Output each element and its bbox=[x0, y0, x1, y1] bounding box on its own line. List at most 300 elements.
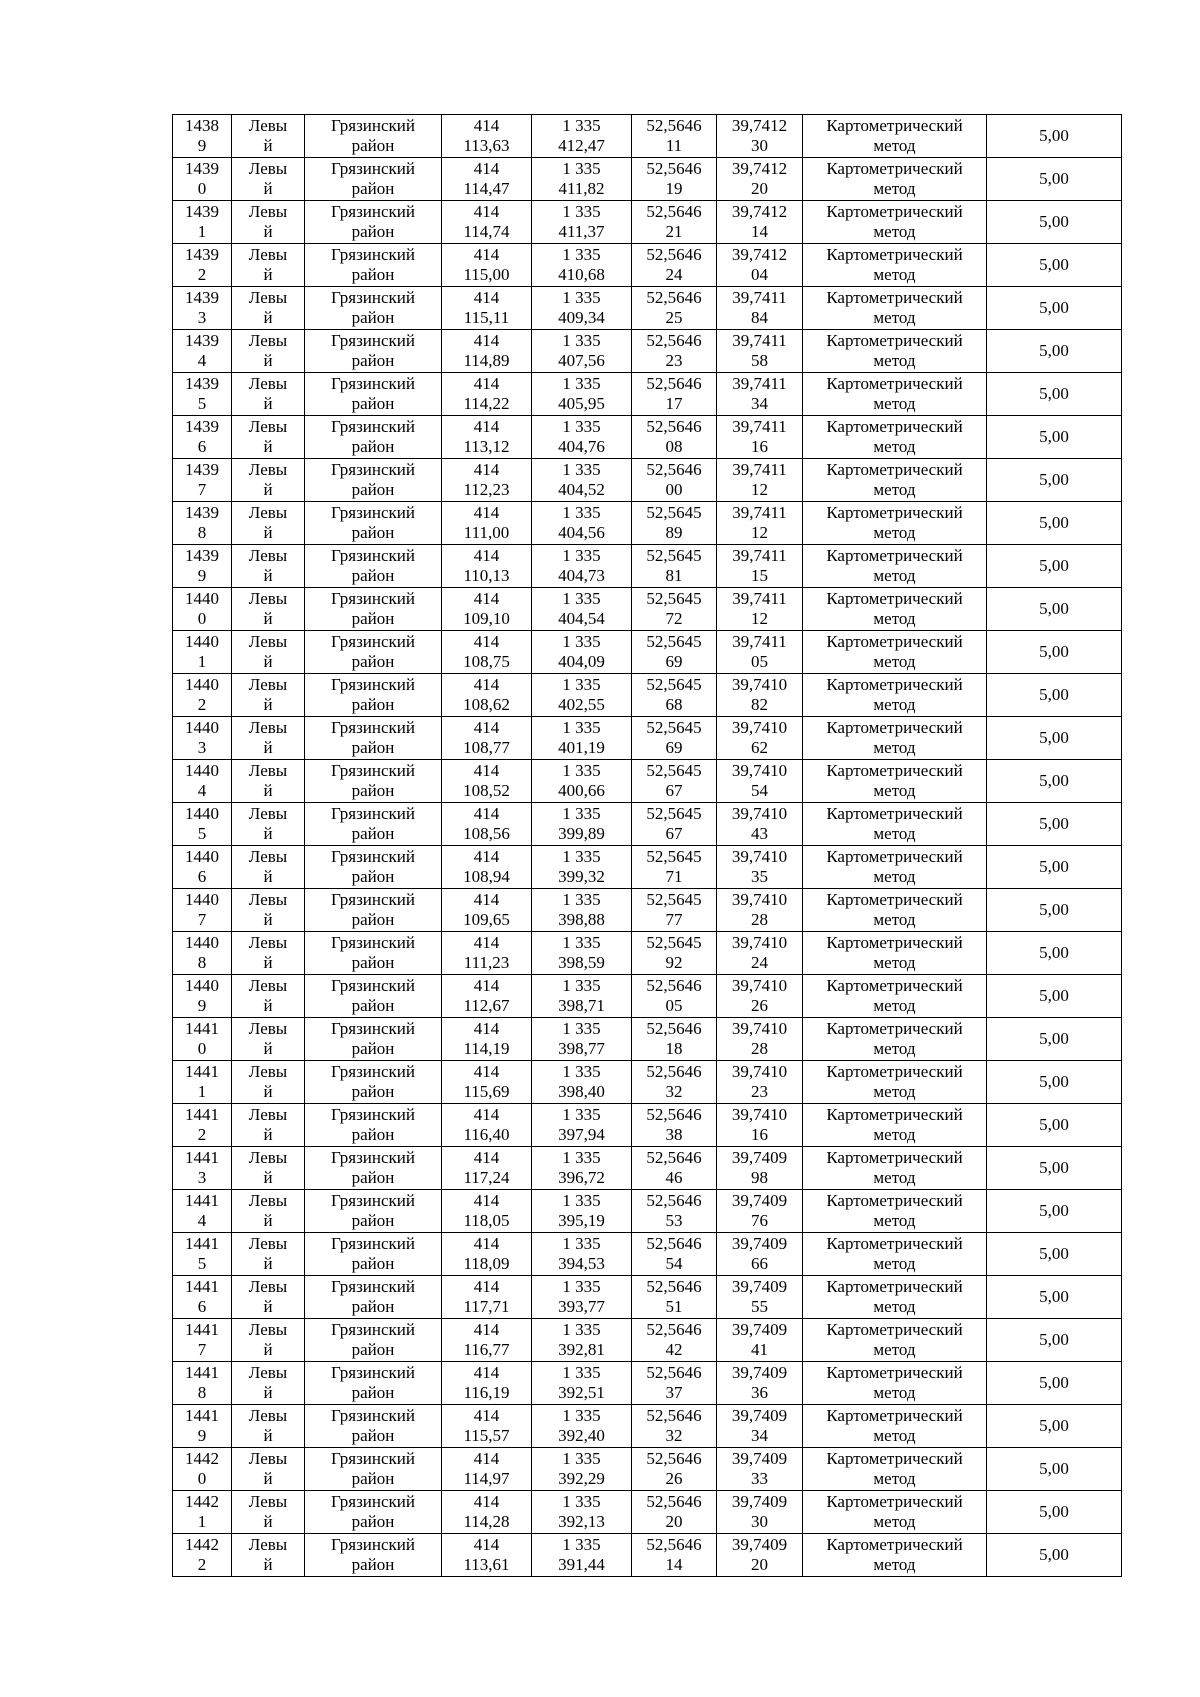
cell-text: метод bbox=[873, 351, 916, 370]
method-cell bbox=[803, 416, 987, 459]
cell-text: 76 bbox=[751, 1211, 768, 1230]
cell-text: 5,00 bbox=[1039, 1287, 1069, 1306]
latitude-cell bbox=[632, 803, 717, 846]
cell-text: 113,61 bbox=[463, 1555, 510, 1574]
y-coordinate-cell bbox=[532, 158, 632, 201]
cell-text: 39,7411 bbox=[732, 632, 787, 651]
method-cell bbox=[803, 1190, 987, 1233]
cell-text: Грязинский bbox=[331, 202, 415, 221]
side-cell bbox=[232, 932, 305, 975]
cell-text: 1440 bbox=[185, 933, 219, 952]
cell-text: Левы bbox=[248, 288, 288, 307]
cell-text: 115,11 bbox=[463, 308, 510, 327]
cell-text: метод bbox=[873, 437, 916, 456]
longitude-cell bbox=[717, 545, 803, 588]
point-number-cell bbox=[173, 1018, 232, 1061]
cell-text: 69 bbox=[665, 738, 683, 757]
method-cell bbox=[803, 1534, 987, 1577]
cell-text: 110,13 bbox=[463, 566, 510, 585]
cell-text: Картометрический bbox=[826, 1062, 963, 1081]
district-cell bbox=[305, 244, 442, 287]
district-cell bbox=[305, 674, 442, 717]
longitude-cell bbox=[717, 1405, 803, 1448]
cell-text: Картометрический bbox=[826, 718, 963, 737]
cell-text: Левы bbox=[248, 1062, 288, 1081]
table-row bbox=[173, 1534, 1122, 1577]
y-coordinate-cell bbox=[532, 803, 632, 846]
cell-text: 113,12 bbox=[463, 437, 510, 456]
cell-text: 5,00 bbox=[1039, 1072, 1069, 1091]
cell-text: 05 bbox=[665, 996, 683, 1015]
side-cell bbox=[232, 1276, 305, 1319]
latitude-cell bbox=[632, 201, 717, 244]
cell-text: 52,5646 bbox=[646, 1320, 702, 1339]
cell-text: 5,00 bbox=[1039, 685, 1069, 704]
side-cell bbox=[232, 631, 305, 674]
cell-text: район bbox=[351, 1082, 395, 1101]
cell-text: район bbox=[351, 1254, 395, 1273]
y-coordinate-cell bbox=[532, 1061, 632, 1104]
side-cell bbox=[232, 1104, 305, 1147]
cell-text: 52,5646 bbox=[646, 1277, 702, 1296]
cell-text: й bbox=[263, 867, 273, 886]
cell-text: район bbox=[351, 1469, 395, 1488]
cell-text: Картометрический bbox=[826, 976, 963, 995]
latitude-cell bbox=[632, 158, 717, 201]
cell-text: Левы bbox=[248, 675, 288, 694]
cell-text: Картометрический bbox=[826, 1406, 963, 1425]
cell-text: й bbox=[263, 1254, 273, 1273]
cell-text: район bbox=[351, 1211, 395, 1230]
cell-text: 414 bbox=[473, 1406, 500, 1425]
district-cell bbox=[305, 1104, 442, 1147]
cell-text: Грязинский bbox=[331, 675, 415, 694]
cell-text: 39,7410 bbox=[731, 1105, 788, 1124]
side-cell bbox=[232, 373, 305, 416]
x-coordinate-cell bbox=[442, 975, 532, 1018]
cell-text: 3 bbox=[197, 738, 207, 757]
cell-text: 39,7409 bbox=[731, 1277, 788, 1296]
cell-text: 26 bbox=[665, 1469, 683, 1488]
cell-text: 114,74 bbox=[463, 222, 510, 241]
cell-text: 36 bbox=[751, 1383, 768, 1402]
cell-text: 42 bbox=[665, 1340, 683, 1359]
side-cell bbox=[232, 1190, 305, 1233]
point-number-cell bbox=[173, 1319, 232, 1362]
x-coordinate-cell bbox=[442, 1061, 532, 1104]
cell-text: 5,00 bbox=[1039, 126, 1069, 145]
accuracy-cell bbox=[987, 1534, 1122, 1577]
cell-text: Грязинский bbox=[331, 1234, 415, 1253]
cell-text: 52,5646 bbox=[646, 245, 702, 264]
cell-text: 407,56 bbox=[558, 351, 605, 370]
longitude-cell bbox=[717, 287, 803, 330]
longitude-cell bbox=[717, 1362, 803, 1405]
cell-text: 52,5646 bbox=[646, 159, 702, 178]
cell-text: й bbox=[263, 566, 273, 585]
side-cell bbox=[232, 1534, 305, 1577]
cell-text: 39,7410 bbox=[731, 933, 788, 952]
point-number-cell bbox=[173, 1104, 232, 1147]
cell-text: 1441 bbox=[185, 1277, 219, 1296]
coordinates-table bbox=[172, 114, 1122, 1577]
cell-text: 52,5646 bbox=[646, 1191, 702, 1210]
latitude-cell bbox=[632, 674, 717, 717]
side-cell bbox=[232, 1491, 305, 1534]
cell-text: 1 335 bbox=[562, 245, 601, 264]
table-row bbox=[173, 1491, 1122, 1534]
latitude-cell bbox=[632, 717, 717, 760]
table-row bbox=[173, 1104, 1122, 1147]
cell-text: Картометрический bbox=[826, 417, 963, 436]
cell-text: 52,5645 bbox=[646, 632, 702, 651]
cell-text: 5,00 bbox=[1039, 1545, 1069, 1564]
table-row bbox=[173, 1061, 1122, 1104]
cell-text: 5,00 bbox=[1039, 556, 1069, 575]
method-cell bbox=[803, 975, 987, 1018]
cell-text: метод bbox=[873, 824, 916, 843]
cell-text: 414 bbox=[473, 632, 500, 651]
side-cell bbox=[232, 201, 305, 244]
x-coordinate-cell bbox=[442, 1362, 532, 1405]
method-cell bbox=[803, 932, 987, 975]
cell-text: 1 335 bbox=[562, 675, 601, 694]
cell-text: 1 335 bbox=[562, 1191, 601, 1210]
cell-text: Грязинский bbox=[331, 933, 415, 952]
cell-text: Левы bbox=[248, 546, 288, 565]
x-coordinate-cell bbox=[442, 502, 532, 545]
cell-text: метод bbox=[873, 1555, 916, 1574]
cell-text: 1441 bbox=[185, 1234, 219, 1253]
cell-text: 52,5645 bbox=[646, 890, 702, 909]
method-cell bbox=[803, 201, 987, 244]
cell-text: 51 bbox=[665, 1297, 683, 1316]
cell-text: Грязинский bbox=[331, 761, 415, 780]
latitude-cell bbox=[632, 1147, 717, 1190]
x-coordinate-cell bbox=[442, 201, 532, 244]
cell-text: 2 bbox=[197, 695, 207, 714]
cell-text: 1439 bbox=[185, 374, 219, 393]
x-coordinate-cell bbox=[442, 1233, 532, 1276]
cell-text: 20 bbox=[751, 1555, 768, 1574]
longitude-cell bbox=[717, 674, 803, 717]
cell-text: 414 bbox=[473, 1320, 500, 1339]
y-coordinate-cell bbox=[532, 1362, 632, 1405]
x-coordinate-cell bbox=[442, 1405, 532, 1448]
cell-text: 1 335 bbox=[562, 1320, 601, 1339]
cell-text: Левы bbox=[248, 159, 288, 178]
cell-text: 114,89 bbox=[463, 351, 510, 370]
table-row bbox=[173, 1405, 1122, 1448]
cell-text: 108,56 bbox=[463, 824, 510, 843]
cell-text: 1440 bbox=[185, 847, 219, 866]
cell-text: 414 bbox=[473, 976, 500, 995]
cell-text: 39,7411 bbox=[732, 331, 787, 350]
latitude-cell bbox=[632, 244, 717, 287]
cell-text: Картометрический bbox=[826, 632, 963, 651]
cell-text: Картометрический bbox=[826, 460, 963, 479]
cell-text: 7 bbox=[197, 480, 207, 499]
cell-text: 414 bbox=[473, 589, 500, 608]
cell-text: Грязинский bbox=[331, 460, 415, 479]
cell-text: 1440 bbox=[185, 890, 219, 909]
cell-text: район bbox=[351, 265, 395, 284]
longitude-cell bbox=[717, 1491, 803, 1534]
cell-text: 1 335 bbox=[562, 1234, 601, 1253]
cell-text: 5,00 bbox=[1039, 298, 1069, 317]
longitude-cell bbox=[717, 1233, 803, 1276]
cell-text: Левы bbox=[248, 804, 288, 823]
cell-text: район bbox=[351, 953, 395, 972]
accuracy-cell bbox=[987, 1448, 1122, 1491]
cell-text: 67 bbox=[665, 781, 683, 800]
district-cell bbox=[305, 1448, 442, 1491]
cell-text: 414 bbox=[473, 374, 500, 393]
cell-text: 5,00 bbox=[1039, 642, 1069, 661]
cell-text: 414 bbox=[473, 1449, 500, 1468]
cell-text: 32 bbox=[665, 1426, 683, 1445]
side-cell bbox=[232, 674, 305, 717]
cell-text: й bbox=[263, 1125, 273, 1144]
latitude-cell bbox=[632, 416, 717, 459]
latitude-cell bbox=[632, 373, 717, 416]
cell-text: 1 335 bbox=[562, 1105, 601, 1124]
cell-text: Грязинский bbox=[331, 1062, 415, 1081]
y-coordinate-cell bbox=[532, 631, 632, 674]
cell-text: 23 bbox=[751, 1082, 768, 1101]
cell-text: Левы bbox=[248, 1320, 288, 1339]
cell-text: 1440 bbox=[185, 632, 219, 651]
side-cell bbox=[232, 330, 305, 373]
cell-text: 1439 bbox=[185, 331, 219, 350]
accuracy-cell bbox=[987, 373, 1122, 416]
cell-text: 43 bbox=[751, 824, 768, 843]
cell-text: 414 bbox=[473, 761, 500, 780]
point-number-cell bbox=[173, 244, 232, 287]
point-number-cell bbox=[173, 287, 232, 330]
cell-text: 52,5645 bbox=[646, 546, 702, 565]
x-coordinate-cell bbox=[442, 1018, 532, 1061]
cell-text: 1 335 bbox=[562, 1449, 601, 1468]
cell-text: Грязинский bbox=[331, 1492, 415, 1511]
point-number-cell bbox=[173, 1190, 232, 1233]
y-coordinate-cell bbox=[532, 717, 632, 760]
district-cell bbox=[305, 588, 442, 631]
method-cell bbox=[803, 1405, 987, 1448]
method-cell bbox=[803, 674, 987, 717]
cell-text: 5,00 bbox=[1039, 212, 1069, 231]
cell-text: 81 bbox=[665, 566, 683, 585]
cell-text: Картометрический bbox=[826, 288, 963, 307]
cell-text: Грязинский bbox=[331, 1363, 415, 1382]
cell-text: й bbox=[263, 136, 273, 155]
point-number-cell bbox=[173, 846, 232, 889]
side-cell bbox=[232, 975, 305, 1018]
cell-text: 392,81 bbox=[558, 1340, 605, 1359]
x-coordinate-cell bbox=[442, 244, 532, 287]
latitude-cell bbox=[632, 1233, 717, 1276]
cell-text: 52,5646 bbox=[646, 1492, 702, 1511]
cell-text: 414 bbox=[473, 1019, 500, 1038]
cell-text: Грязинский bbox=[331, 804, 415, 823]
x-coordinate-cell bbox=[442, 803, 532, 846]
cell-text: метод bbox=[873, 781, 916, 800]
cell-text: 52,5646 bbox=[646, 1406, 702, 1425]
cell-text: Грязинский bbox=[331, 890, 415, 909]
cell-text: 1 335 bbox=[562, 847, 601, 866]
cell-text: 39,7410 bbox=[731, 976, 788, 995]
cell-text: 1440 bbox=[185, 675, 219, 694]
cell-text: 414 bbox=[473, 675, 500, 694]
latitude-cell bbox=[632, 545, 717, 588]
table-row bbox=[173, 416, 1122, 459]
cell-text: Картометрический bbox=[826, 202, 963, 221]
cell-text: Картометрический bbox=[826, 890, 963, 909]
cell-text: 398,40 bbox=[558, 1082, 605, 1101]
cell-text: район bbox=[351, 179, 395, 198]
cell-text: й bbox=[263, 1383, 273, 1402]
cell-text: Картометрический bbox=[826, 1320, 963, 1339]
latitude-cell bbox=[632, 760, 717, 803]
cell-text: 1 335 bbox=[562, 1363, 601, 1382]
cell-text: 405,95 bbox=[558, 394, 605, 413]
cell-text: 1439 bbox=[185, 503, 219, 522]
x-coordinate-cell bbox=[442, 588, 532, 631]
point-number-cell bbox=[173, 803, 232, 846]
district-cell bbox=[305, 1491, 442, 1534]
point-number-cell bbox=[173, 115, 232, 158]
cell-text: 18 bbox=[665, 1039, 683, 1058]
cell-text: 414 bbox=[473, 159, 500, 178]
cell-text: Картометрический bbox=[826, 589, 963, 608]
cell-text: 5,00 bbox=[1039, 1201, 1069, 1220]
cell-text: 39,7409 bbox=[731, 1320, 788, 1339]
cell-text: 1 335 bbox=[562, 503, 601, 522]
cell-text: Левы bbox=[248, 890, 288, 909]
cell-text: 05 bbox=[751, 652, 768, 671]
cell-text: Картометрический bbox=[826, 159, 963, 178]
cell-text: Левы bbox=[248, 589, 288, 608]
method-cell bbox=[803, 287, 987, 330]
cell-text: 39,7409 bbox=[731, 1406, 788, 1425]
cell-text: 8 bbox=[197, 523, 207, 542]
cell-text: 55 bbox=[751, 1297, 768, 1316]
longitude-cell bbox=[717, 244, 803, 287]
side-cell bbox=[232, 416, 305, 459]
point-number-cell bbox=[173, 932, 232, 975]
cell-text: 404,52 bbox=[558, 480, 605, 499]
cell-text: 397,94 bbox=[558, 1125, 605, 1144]
table-row bbox=[173, 115, 1122, 158]
district-cell bbox=[305, 373, 442, 416]
cell-text: 1440 bbox=[185, 589, 219, 608]
cell-text: 28 bbox=[751, 910, 768, 929]
cell-text: Левы bbox=[248, 1234, 288, 1253]
district-cell bbox=[305, 545, 442, 588]
longitude-cell bbox=[717, 1319, 803, 1362]
table-row bbox=[173, 674, 1122, 717]
accuracy-cell bbox=[987, 674, 1122, 717]
cell-text: Картометрический bbox=[826, 374, 963, 393]
table-row bbox=[173, 803, 1122, 846]
point-number-cell bbox=[173, 1534, 232, 1577]
district-cell bbox=[305, 158, 442, 201]
longitude-cell bbox=[717, 1190, 803, 1233]
cell-text: 23 bbox=[665, 351, 683, 370]
table-row bbox=[173, 373, 1122, 416]
cell-text: 1 335 bbox=[562, 460, 601, 479]
cell-text: 4 bbox=[197, 351, 207, 370]
table-row bbox=[173, 1276, 1122, 1319]
cell-text: Левы bbox=[248, 761, 288, 780]
latitude-cell bbox=[632, 459, 717, 502]
district-cell bbox=[305, 1147, 442, 1190]
cell-text: 0 bbox=[197, 609, 207, 628]
cell-text: 5,00 bbox=[1039, 986, 1069, 1005]
longitude-cell bbox=[717, 1104, 803, 1147]
side-cell bbox=[232, 244, 305, 287]
method-cell bbox=[803, 459, 987, 502]
cell-text: 1 335 bbox=[562, 1277, 601, 1296]
cell-text: 5,00 bbox=[1039, 728, 1069, 747]
cell-text: й bbox=[263, 265, 273, 284]
cell-text: 98 bbox=[751, 1168, 768, 1187]
cell-text: 37 bbox=[665, 1383, 683, 1402]
y-coordinate-cell bbox=[532, 846, 632, 889]
point-number-cell bbox=[173, 373, 232, 416]
cell-text: 404,54 bbox=[558, 609, 605, 628]
method-cell bbox=[803, 1061, 987, 1104]
cell-text: 114,47 bbox=[463, 179, 510, 198]
cell-text: 35 bbox=[751, 867, 768, 886]
district-cell bbox=[305, 846, 442, 889]
y-coordinate-cell bbox=[532, 502, 632, 545]
cell-text: 1440 bbox=[185, 761, 219, 780]
accuracy-cell bbox=[987, 1147, 1122, 1190]
point-number-cell bbox=[173, 502, 232, 545]
cell-text: 5,00 bbox=[1039, 1330, 1069, 1349]
cell-text: 108,94 bbox=[463, 867, 510, 886]
cell-text: метод bbox=[873, 1254, 916, 1273]
accuracy-cell bbox=[987, 932, 1122, 975]
cell-text: 391,44 bbox=[558, 1555, 605, 1574]
cell-text: 52,5645 bbox=[646, 761, 702, 780]
cell-text: 414 bbox=[473, 1535, 500, 1554]
cell-text: Картометрический bbox=[826, 546, 963, 565]
cell-text: й bbox=[263, 824, 273, 843]
x-coordinate-cell bbox=[442, 1276, 532, 1319]
cell-text: й bbox=[263, 1297, 273, 1316]
longitude-cell bbox=[717, 1061, 803, 1104]
cell-text: 5,00 bbox=[1039, 341, 1069, 360]
cell-text: 28 bbox=[751, 1039, 768, 1058]
cell-text: 68 bbox=[665, 695, 683, 714]
cell-text: 1 335 bbox=[562, 1062, 601, 1081]
latitude-cell bbox=[632, 932, 717, 975]
cell-text: 34 bbox=[751, 1426, 768, 1445]
cell-text: 404,56 bbox=[558, 523, 605, 542]
cell-text: 4 bbox=[197, 781, 207, 800]
cell-text: 1439 bbox=[185, 159, 219, 178]
cell-text: Картометрический bbox=[826, 933, 963, 952]
y-coordinate-cell bbox=[532, 1405, 632, 1448]
cell-text: 9 bbox=[197, 1426, 207, 1445]
cell-text: Грязинский bbox=[331, 245, 415, 264]
latitude-cell bbox=[632, 1190, 717, 1233]
cell-text: Грязинский bbox=[331, 288, 415, 307]
cell-text: Левы bbox=[248, 460, 288, 479]
longitude-cell bbox=[717, 1276, 803, 1319]
